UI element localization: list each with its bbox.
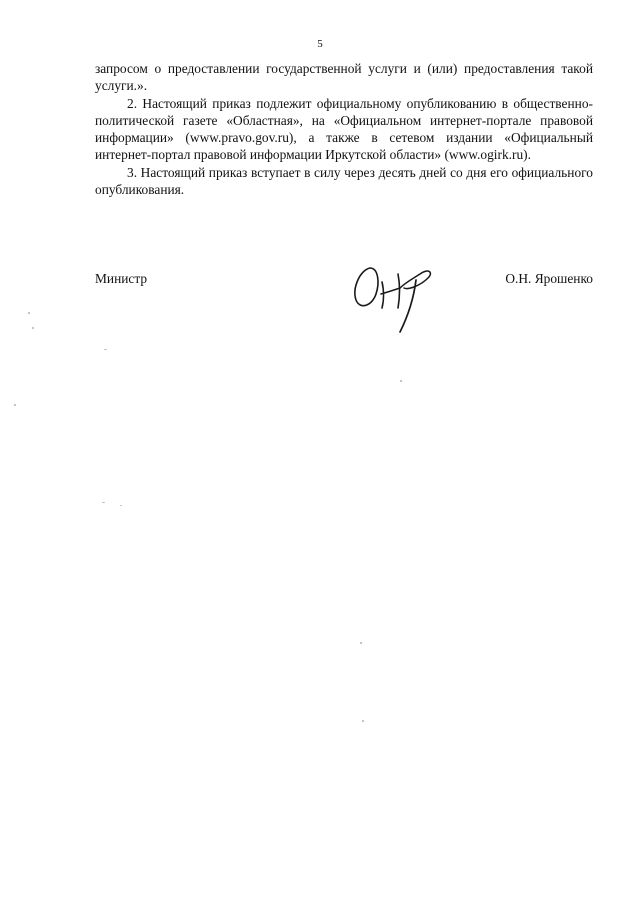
scan-speck <box>120 505 122 506</box>
signature-block <box>95 263 593 343</box>
paragraph-continuation: запросом о предоставлении государственной услуги и (или) предоставления такой услуги.». <box>95 61 593 94</box>
document-body <box>95 60 593 198</box>
scan-speck <box>104 349 107 350</box>
scan-speck <box>400 380 402 382</box>
paragraph-publication: 2. Настоящий приказ подлежит официальному опубликованию в общественно-политической газете «Областная», на «Официальном интернет-портале правовой информации» (www.pravo.gov.ru), а также в сетевом издании «Официальный интернет-портал правовой информации Иркутской области» (www.ogirk.ru). <box>95 95 593 163</box>
signer-name: О.Н. Ярошенко <box>505 271 593 286</box>
scan-speck <box>14 404 16 406</box>
paragraph-effective-date: 3. Настоящий приказ вступает в силу через десять дней со дня его официального опубликования. <box>95 164 593 198</box>
scan-speck <box>362 720 364 722</box>
page-number: 5 <box>317 38 323 50</box>
signer-position: Министр <box>95 271 148 286</box>
scan-speck <box>360 642 362 644</box>
handwritten-signature <box>348 256 443 336</box>
scan-speck <box>28 312 30 314</box>
scan-speck <box>102 502 105 503</box>
scan-speck <box>32 327 34 329</box>
